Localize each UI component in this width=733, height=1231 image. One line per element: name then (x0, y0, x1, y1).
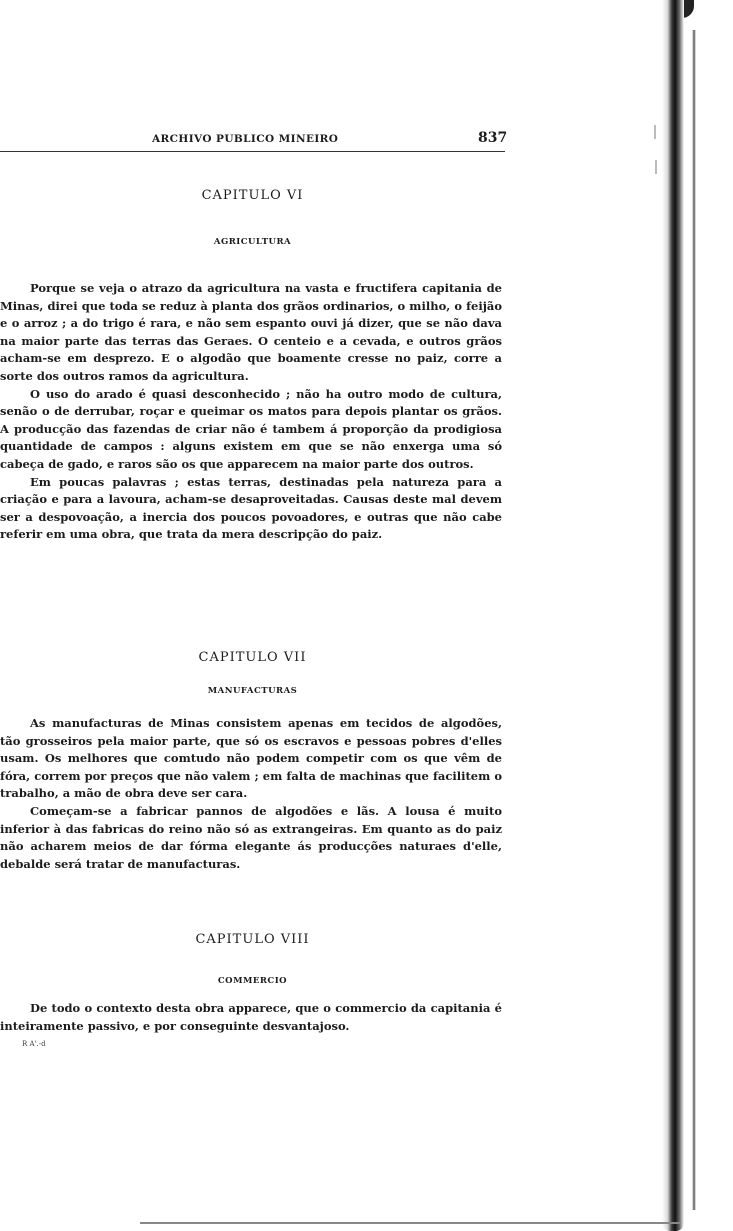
section-title: AGRICULTURA (213, 237, 292, 247)
margin-mark (655, 160, 657, 174)
chapter-title: CAPITULO VIII (195, 932, 310, 947)
paragraph: Começam-se a fabricar pannos de algodões e lãs. A lousa é muito inferior à das fabricas do reino não só as extrangeiras. Em quanto as do paiz não acharem meios de dar fórma elegante ás producções naturaes d'elle, debalde será tratar de manufacturas. (0, 803, 502, 871)
chapter-title: CAPITULO VII (198, 650, 307, 665)
paragraph: O uso do arado é quasi desconhecido ; não ha outro modo de cultura, senão o de derrubar, roçar e queimar os matos para depois plantar os grãos. A producção das fazendas de criar não é tambem á proporção da prodigiosa quantidade de campos : alguns existem em que se não enxerga uma só cabeça de gado, e raros são os que apparecem na maior parte dos outros. (0, 386, 502, 471)
paragraph: As manufacturas de Minas consistem apenas em tecidos de algodões, tão grosseiros pela maior parte, que só os escravos e pessoas pobres d'elles usam. Os melhores que comtudo não podem competir com os que vêm de fóra, correm por preços que não valem ; em falta de machinas que facilitem o trabalho, a mão de obra deve ser cara. (0, 716, 502, 801)
chapter-body (0, 280, 502, 544)
chapter-body (0, 715, 502, 873)
section-title: MANUFACTURAS (207, 686, 298, 696)
page-bottom-edge (140, 1222, 680, 1224)
paragraph: Porque se veja o atrazo da agricultura na vasta e fructifera capitania de Minas, direi que toda se reduz à planta dos grãos ordinarios, o milho, o feijão e o arroz ; a do trigo é rara, e não sem espanto ouvi já dizer, que se não dava na maior parte das terras das Geraes. O centeio e a cevada, e outros grãos acham-se em desprezo. E o algodão que boamente cresse no paiz, corre a sorte dos outros ramos da agricultura. (0, 281, 502, 383)
signature-mark: R A'.-d (22, 1040, 46, 1048)
page-number: 837 (478, 130, 508, 146)
page-edge-shadow (662, 0, 684, 1231)
section-title: COMMERCIO (217, 976, 288, 986)
chapter-title: CAPITULO VI (201, 188, 304, 203)
running-header (0, 130, 508, 152)
paragraph: Em poucas palavras ; estas terras, destinadas pela natureza para a criação e para a lavoura, acham-se desaproveitadas. Causas deste mal devem ser a despovoação, a inercia dos poucos povoadores, e outras que não cabe referir em uma obra, que trata da mera descripção do paiz. (0, 474, 502, 542)
running-title: ARCHIVO PUBLICO MINEIRO (152, 133, 339, 145)
page-edge-line (692, 30, 696, 1210)
paragraph: De todo o contexto desta obra apparece, que o commercio da capitania é inteiramente passivo, e por conseguinte desvantajoso. (0, 1001, 502, 1033)
chapter-body (0, 1000, 502, 1035)
margin-mark (654, 125, 656, 139)
